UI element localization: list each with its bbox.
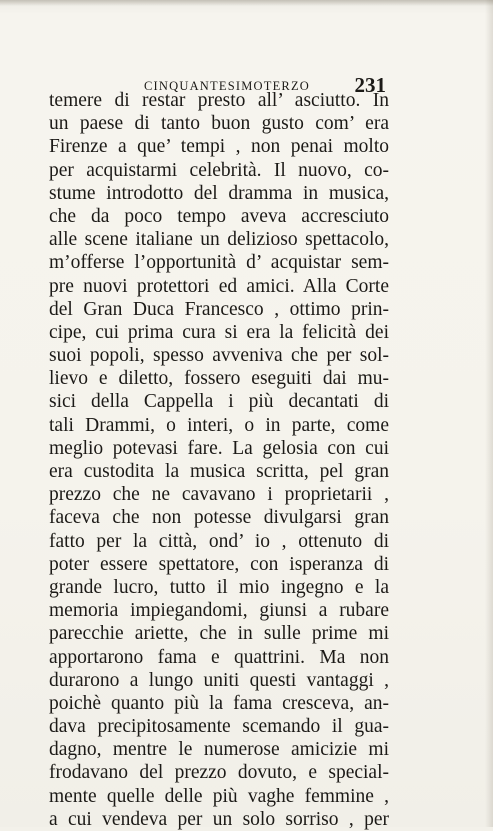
text-line: dava precipitosamente scemando il gua- <box>49 716 389 738</box>
text-line: mente quelle delle più vaghe femmine , <box>49 785 389 807</box>
page-number: 231 <box>354 73 386 97</box>
text-line: cipe, cui prima cura si era la felicità dei <box>49 321 389 343</box>
text-line: sici della Cappella i più decantati di <box>49 391 389 413</box>
text-line: prezzo che ne cavavano i proprietarii , <box>49 484 389 506</box>
text-line: Firenze a que’ tempi , non penai molto <box>49 136 389 158</box>
text-line: apportarono fama e quattrini. Ma non <box>49 646 389 668</box>
text-line: a cui vendeva per un solo sorriso , per <box>49 808 389 830</box>
text-line: per acquistarmi celebrità. Il nuovo, co- <box>49 159 389 181</box>
text-line: parecchie ariette, che in sulle prime mi <box>49 623 389 645</box>
text-line: pre nuovi protettori ed amici. Alla Corte <box>49 275 389 297</box>
body-text <box>49 89 389 831</box>
text-line: meglio potevasi fare. La gelosia con cui <box>49 437 389 459</box>
text-line: fatto per la città, ond’ io , ottenuto di <box>49 530 389 552</box>
text-line: tali Drammi, o interi, o in parte, come <box>49 414 389 436</box>
text-line: stume introdotto del dramma in musica, <box>49 182 389 204</box>
page-right-edge-shadow <box>485 0 493 827</box>
text-line: alle scene italiane un delizioso spettacolo, <box>49 229 389 251</box>
text-line: grande lucro, tutto il mio ingegno e la <box>49 576 389 598</box>
text-line: faceva che non potesse divulgarsi gran <box>49 507 389 529</box>
text-line: poter essere spettatore, con isperanza di <box>49 553 389 575</box>
text-line: durarono a lungo uniti questi vantaggi , <box>49 669 389 691</box>
text-line: frodavano del prezzo dovuto, e special- <box>49 762 389 784</box>
text-line: poichè quanto più la fama cresceva, an- <box>49 692 389 714</box>
text-line: lievo e diletto, fossero eseguiti dai mu- <box>49 368 389 390</box>
page-top-edge-shadow <box>0 0 493 6</box>
text-line: temere di restar presto all’ asciutto. In <box>49 90 389 111</box>
text-line: suoi popoli, spesso avveniva che per sol- <box>49 345 389 367</box>
text-line: m’offerse l’opportunità d’ acquistar sem- <box>49 252 389 274</box>
text-line: dagno, mentre le numerose amicizie mi <box>49 739 389 761</box>
text-line: era custodita la musica scritta, pel gran <box>49 461 389 482</box>
text-line: del Gran Duca Francesco , ottimo prin- <box>49 298 389 320</box>
text-line: memoria impiegandomi, giunsi a rubare <box>49 600 389 622</box>
running-head: CINQUANTESIMOTERZO <box>144 79 311 93</box>
text-line: un paese di tanto buon gusto com’ era <box>49 113 389 135</box>
text-line: che da poco tempo aveva accresciuto <box>49 205 389 227</box>
